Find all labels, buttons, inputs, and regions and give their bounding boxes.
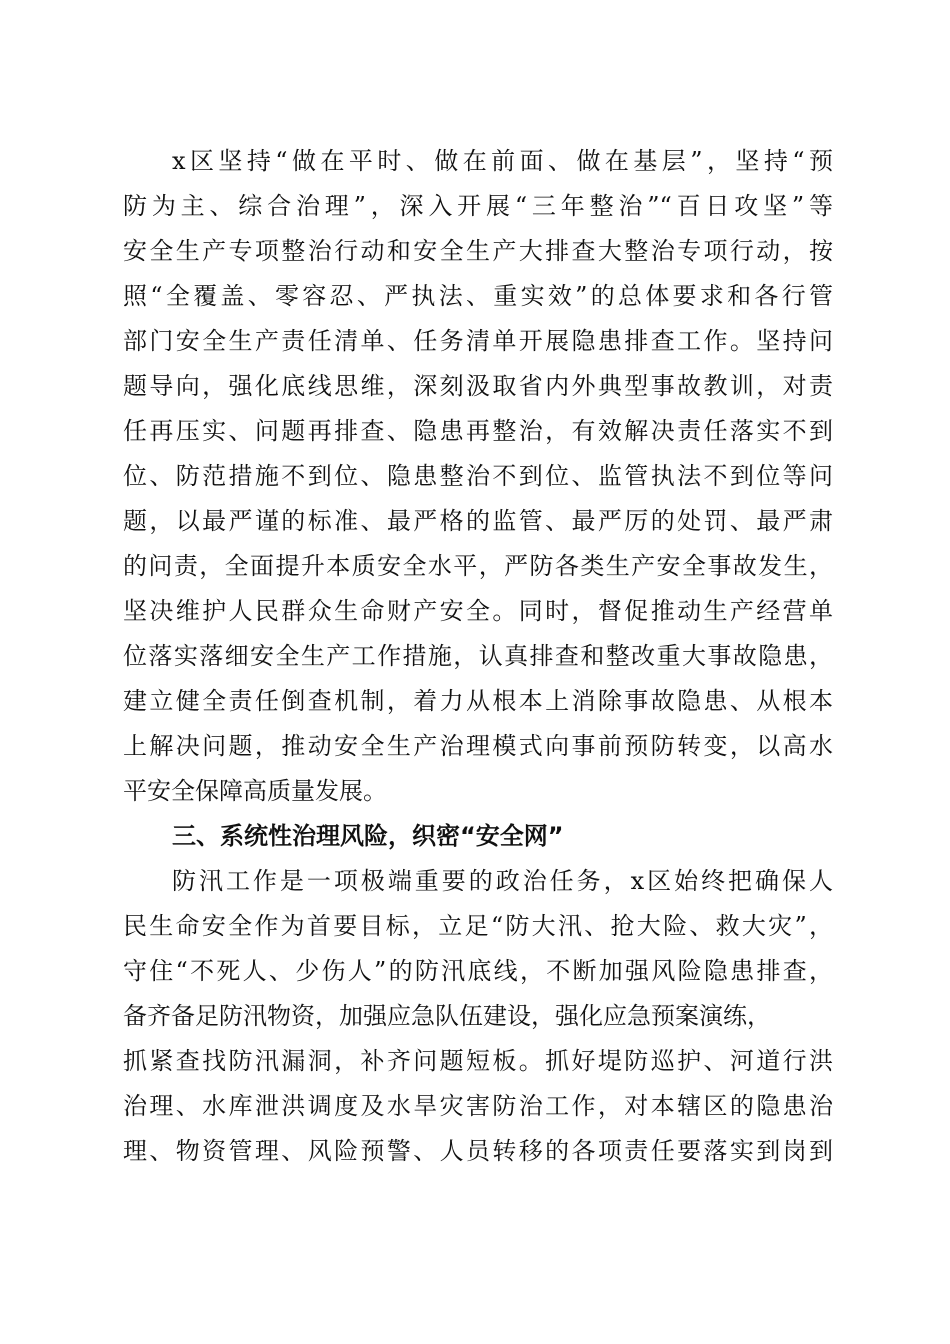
paragraph-2-line-6: 治理、水库泄洪调度及水旱灾害防治工作，对本辖区的隐患治 [123,1092,833,1120]
paragraph-2-line-1: 防汛工作是一项极端重要的政治任务，x区始终把确保人 [172,867,833,895]
paragraph-1-line-1: x区坚持“做在平时、做在前面、做在基层”，坚持“预 [172,147,833,175]
paragraph-1-line-7: 任再压实、问题再排查、隐患再整治，有效解决责任落实不到 [123,417,833,445]
paragraph-1-line-12: 位落实落细安全生产工作措施，认真排查和整改重大事故隐患， [123,642,833,670]
section-heading-3: 三、系统性治理风险，织密“安全网” [172,822,564,850]
paragraph-1-line-14: 上解决问题，推动安全生产治理模式向事前预防转变，以高水 [123,732,833,760]
paragraph-1-line-5: 部门安全生产责任清单、任务清单开展隐患排查工作。坚持问 [123,327,833,355]
paragraph-1-line-2: 防为主、综合治理”，深入开展“三年整治”“百日攻坚”等 [123,192,833,220]
paragraph-2-line-7: 理、物资管理、风险预警、人员转移的各项责任要落实到岗到 [123,1137,833,1165]
paragraph-1-line-10: 的问责，全面提升本质安全水平，严防各类生产安全事故发生， [123,552,833,580]
paragraph-2-line-4: 备齐备足防汛物资，加强应急队伍建设，强化应急预案演练， [123,1002,771,1030]
paragraph-1-line-4: 照“全覆盖、零容忍、严执法、重实效”的总体要求和各行管 [123,282,833,310]
paragraph-1-line-8: 位、防范措施不到位、隐患整治不到位、监管执法不到位等问 [123,462,833,490]
paragraph-2-line-2: 民生命安全作为首要目标，立足“防大汛、抢大险、救大灾”， [123,912,833,940]
paragraph-1-line-13: 建立健全责任倒查机制，着力从根本上消除事故隐患、从根本 [123,687,833,715]
paragraph-1-line-9: 题，以最严谨的标准、最严格的监管、最严厉的处罚、最严肃 [123,507,833,535]
paragraph-1-line-15: 平安全保障高质量发展。 [123,777,387,805]
paragraph-2-line-3: 守住“不死人、少伤人”的防汛底线，不断加强风险隐患排查， [123,957,833,985]
paragraph-1-line-6: 题导向，强化底线思维，深刻汲取省内外典型事故教训，对责 [123,372,833,400]
paragraph-1-line-3: 安全生产专项整治行动和安全生产大排查大整治专项行动，按 [123,237,833,265]
paragraph-1-line-11: 坚决维护人民群众生命财产安全。同时，督促推动生产经营单 [123,597,833,625]
paragraph-2-line-5: 抓紧查找防汛漏洞，补齐问题短板。抓好堤防巡护、河道行洪 [123,1047,833,1075]
